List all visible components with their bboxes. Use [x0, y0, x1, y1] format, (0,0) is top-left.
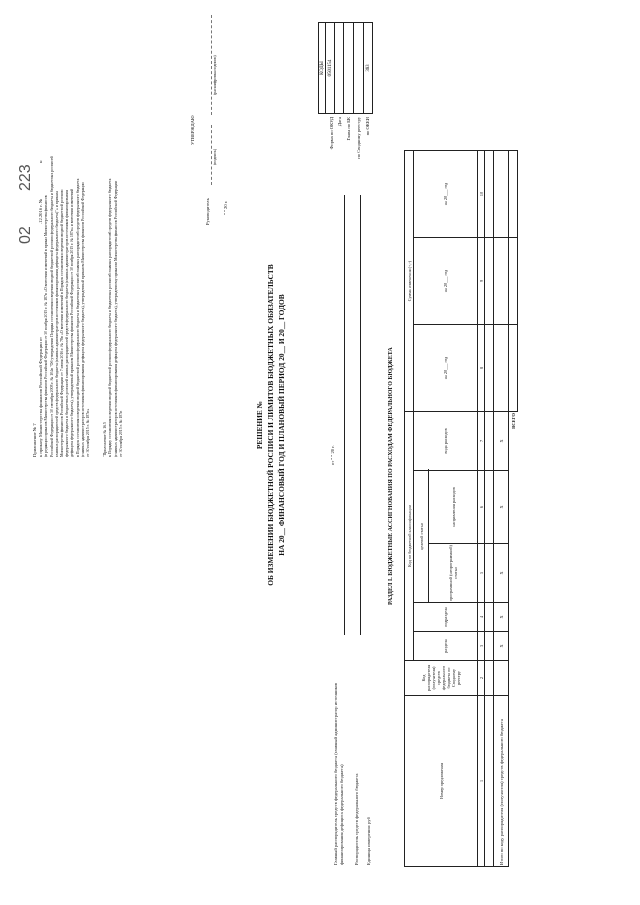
- col-num: 6: [478, 471, 485, 544]
- approval-head-label: Руководитель: [205, 198, 210, 225]
- handwritten-date: 02: [17, 226, 35, 244]
- x-mark: X: [494, 471, 509, 544]
- appendix-date-printed: .12.2016 г. №: [38, 198, 44, 224]
- col-num: 5: [478, 544, 485, 603]
- cell-empty: [485, 471, 494, 544]
- appendix-number-suffix: н: [38, 160, 44, 163]
- approval-heading: УТВЕРЖДАЮ: [190, 115, 195, 145]
- label-okei: по ОКЕИ: [365, 117, 370, 136]
- label-date: Дата: [337, 117, 342, 127]
- cell-empty: [494, 661, 509, 696]
- col-header-year2: на 20___ год: [414, 238, 478, 325]
- info-line-distributor: Распорядитель средств федерального бюджета: [354, 773, 359, 865]
- itogo-label: Итого по коду распорядителя (получателя) средств федерального бюджета: [494, 696, 509, 867]
- appendix-body-line: федерального бюджета и бюджетных росписей главных распорядителей средств федерального бюджета (главных администраторов источников финансирования: [65, 190, 70, 457]
- signature-name-line: [211, 15, 212, 115]
- appendix-body-line: Российской Федерации от 30 сентября 2008 г. № 104н "Об утверждении Порядка составления и ведения сводной бюджетной росписи федерального бюджета и бюджетных росписей: [49, 156, 54, 457]
- table-row-vsego: [509, 151, 518, 867]
- handwritten-number: 223: [17, 164, 35, 191]
- col-header-razdel: раздела: [414, 632, 478, 661]
- codes-header: КОДЫ: [319, 23, 326, 114]
- code-okud: 0501154: [326, 23, 335, 114]
- signature-name-caption: (расшифровка подписи): [213, 55, 217, 95]
- signature-caption: (подпись): [213, 148, 217, 165]
- decision-number: РЕШЕНИЕ №: [255, 400, 264, 450]
- appendix-body-line: Министерства финансов Российской Федерации от 7 июня 2016 г. № 78н «О внесении изменений в Порядок составления и ведения сводной бюджетной росписи: [60, 189, 65, 457]
- vsego-label: ВСЕГО: [509, 412, 518, 867]
- x-mark: X: [494, 632, 509, 661]
- table-row-numbers: [478, 151, 485, 867]
- x-mark: X: [494, 412, 509, 471]
- cell-empty: [509, 325, 518, 412]
- appendix-body-line: (в редакции приказов Министерства финансов Российской Федерации от 30 ноября 2015 г. № 187н «О внесении изменений в приказ Министерства финансов: [44, 195, 49, 457]
- code-svodny: [354, 23, 364, 114]
- col-header-direction: направления расходов: [429, 471, 478, 544]
- cell-empty: [485, 632, 494, 661]
- appendix-body: [44, 7, 91, 457]
- table-row-itogo: [494, 151, 509, 867]
- appendix-note: [103, 7, 124, 457]
- info-line-main: Главный распорядитель средств федерального бюджета (главный администратор источников: [333, 682, 338, 865]
- cell-empty: [509, 238, 518, 325]
- x-mark: X: [494, 603, 509, 632]
- section-title: РАЗДЕЛ I. БЮДЖЕТНЫЕ АССИГНОВАНИЯ ПО РАСХОДАМ ФЕДЕРАЛЬНОГО БЮДЖЕТА: [388, 347, 394, 605]
- info-line-underline: [344, 195, 345, 635]
- label-svodny: по Сводному реестру: [356, 117, 361, 159]
- col-num: 9: [478, 238, 485, 325]
- appendix-note-line: "Приложение № 16.5: [103, 422, 108, 457]
- col-header-vid: вида расходов: [414, 412, 478, 471]
- appendix-body-line: главных распорядителей средств федерального бюджета (главных администраторов источников финансирования дефицита федерального бюджета)"» и приказа: [54, 191, 59, 457]
- approval-date-line: " " 20 г.: [223, 200, 228, 215]
- document-title: ОБ ИЗМЕНЕНИИ БЮДЖЕТНОЙ РОСПИСИ И ЛИМИТОВ БЮДЖЕТНЫХ ОБЯЗАТЕЛЬСТВ: [266, 264, 275, 586]
- appendix-block: [17, 7, 124, 457]
- cell-empty: [509, 151, 518, 238]
- col-header-number: Номер предложения: [405, 696, 478, 867]
- code-glava: [344, 23, 354, 114]
- document-subtitle: НА 20__ ФИНАНСОВЫЙ ГОД И ПЛАНОВЫЙ ПЕРИОД 20__ И 20__ ГОДОВ: [277, 294, 286, 556]
- col-num: 3: [478, 632, 485, 661]
- code-date: [335, 23, 344, 114]
- label-okud: Форма по ОКУД: [329, 117, 334, 150]
- col-num: 4: [478, 603, 485, 632]
- appendix-title: Приложение № 7: [32, 423, 37, 457]
- cell-empty: [485, 603, 494, 632]
- label-glava: Глава по БК: [346, 117, 351, 141]
- col-header-program: программной (непрограммной) статьи: [429, 544, 478, 603]
- table-row-empty: [485, 151, 494, 867]
- col-header-year3: на 20___ год: [414, 151, 478, 238]
- info-line-underline: [360, 195, 361, 635]
- appendix-body-line: от 30 ноября 2015 г. № 187н»: [86, 408, 91, 457]
- cell-empty: [485, 238, 494, 325]
- cell-empty: [485, 151, 494, 238]
- decision-date: от " " 20 г.: [330, 445, 335, 465]
- appendix-body-line: в Порядок составления и ведения сводной бюджетной росписи федерального бюджета и бюджетных росписей главных распорядителей средств федерального бюджета: [75, 178, 80, 457]
- cell-empty: [494, 238, 509, 325]
- col-header-code: Код распорядителя (получателя) средств федерального бюджета по Сводному реестру: [405, 661, 478, 696]
- col-num: 2: [478, 661, 485, 696]
- col-header-podrazdel: подраздела: [414, 603, 478, 632]
- appendix-intro: к приказу Министерства финансов Российской Федерации от: [38, 336, 44, 457]
- col-num: 1: [478, 696, 485, 867]
- col-num: 7: [478, 412, 485, 471]
- col-num: 8: [478, 325, 485, 412]
- x-mark: X: [494, 544, 509, 603]
- appendix-note-line: от 30 ноября 2015 г. № 187н: [118, 410, 123, 457]
- signature-line: [211, 125, 212, 185]
- cell-empty: [485, 412, 494, 471]
- info-line-unit: Единица измерения: руб: [366, 817, 371, 865]
- col-header-year1: на 20___ год: [414, 325, 478, 412]
- col-num: 10: [478, 151, 485, 238]
- cell-empty: [485, 544, 494, 603]
- col-header-kbk: Код по бюджетной классификации: [405, 412, 414, 661]
- cell-empty: [485, 696, 494, 867]
- budget-table: [404, 150, 518, 867]
- appendix-body-line: (главных администраторов источников финансирования дефицита федерального бюджета), утвержденный приказом Министерства финансов Российской Федерации: [80, 182, 85, 457]
- appendix-note-line: к Порядку составления и ведения сводной бюджетной росписи федерального бюджета и бюджетных росписей главных распорядителей средств федерального бюджета: [108, 178, 113, 457]
- code-okei: 383: [364, 23, 373, 114]
- col-header-target: целевой статьи: [414, 471, 429, 603]
- col-header-sum: Сумма изменения (+,-): [405, 151, 414, 412]
- info-line-main-2: финансирования дефицита федерального бюджета): [339, 764, 344, 865]
- codes-table: [318, 22, 373, 114]
- cell-empty: [494, 325, 509, 412]
- appendix-note-line: (главных администраторов источников финансирования дефицита федерального бюджета), утвержденному приказом Министерства финансов Российской Федерации: [113, 180, 118, 457]
- cell-empty: [485, 325, 494, 412]
- cell-empty: [485, 661, 494, 696]
- cell-empty: [494, 151, 509, 238]
- appendix-body-line: дефицита федерального бюджета), утвержденный приказом Министерства финансов Российской Федерации от 30 ноября 2015 г. № 187н» и внесении изменений: [70, 188, 75, 457]
